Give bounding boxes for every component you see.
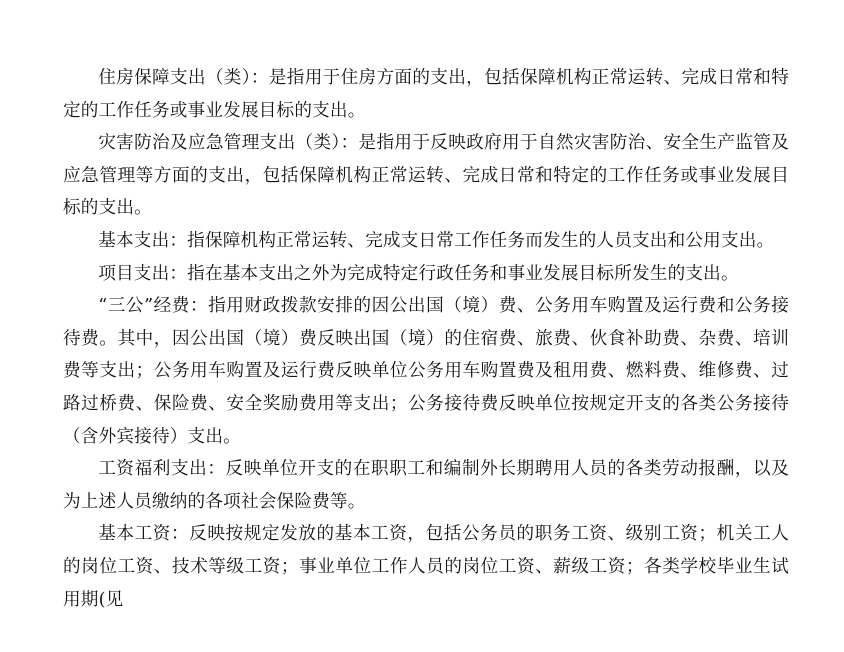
paragraph-three-public-expenses: “三公”经费：指用财政拨款安排的因公出国（境）费、公务用车购置及运行费和公务接待费。其中，因公出国（境）费反映出国（境）的住宿费、旅费、伙食补助费、杂费、培训费等支出；公务用车购置及运行费反映单位公务用车购置费及租用费、燃料费、维修费、过路过桥费、保险费、安全奖励费用等支出；公务接待费反映单位按规定开支的各类公务接待（含外宾接待）支出。 xyxy=(63,296,789,447)
paragraph-project-expenditure: 项目支出：指在基本支出之外为完成特定行政任务和事业发展目标所发生的支出。 xyxy=(98,263,739,284)
paragraph-disaster-prevention-expenditure: 灾害防治及应急管理支出（类）：是指用于反映政府用于自然灾害防治、安全生产监管及应急管理等方面的支出，包括保障机构正常运转、完成日常和特定的工作任务或事业发展目标的支出。 xyxy=(63,133,789,219)
paragraph-wages-welfare-expenditure: 工资福利支出：反映单位开支的在职职工和编制外长期聘用人员的各类劳动报酬，以及为上述人员缴纳的各项社会保险费等。 xyxy=(63,459,789,512)
paragraph-basic-expenditure: 基本支出：指保障机构正常运转、完成支日常工作任务而发生的人员支出和公用支出。 xyxy=(98,230,775,251)
paragraph-basic-wages: 基本工资：反映按规定发放的基本工资，包括公务员的职务工资、级别工资；机关工人的岗位工资、技术等级工资；事业单位工作人员的岗位工资、薪级工资；各类学校毕业生试用期(见 xyxy=(63,524,789,610)
document-page xyxy=(63,62,789,616)
paragraph-housing-expenditure: 住房保障支出（类）：是指用于住房方面的支出，包括保障机构正常运转、完成日常和特定的工作任务或事业发展目标的支出。 xyxy=(63,68,789,121)
